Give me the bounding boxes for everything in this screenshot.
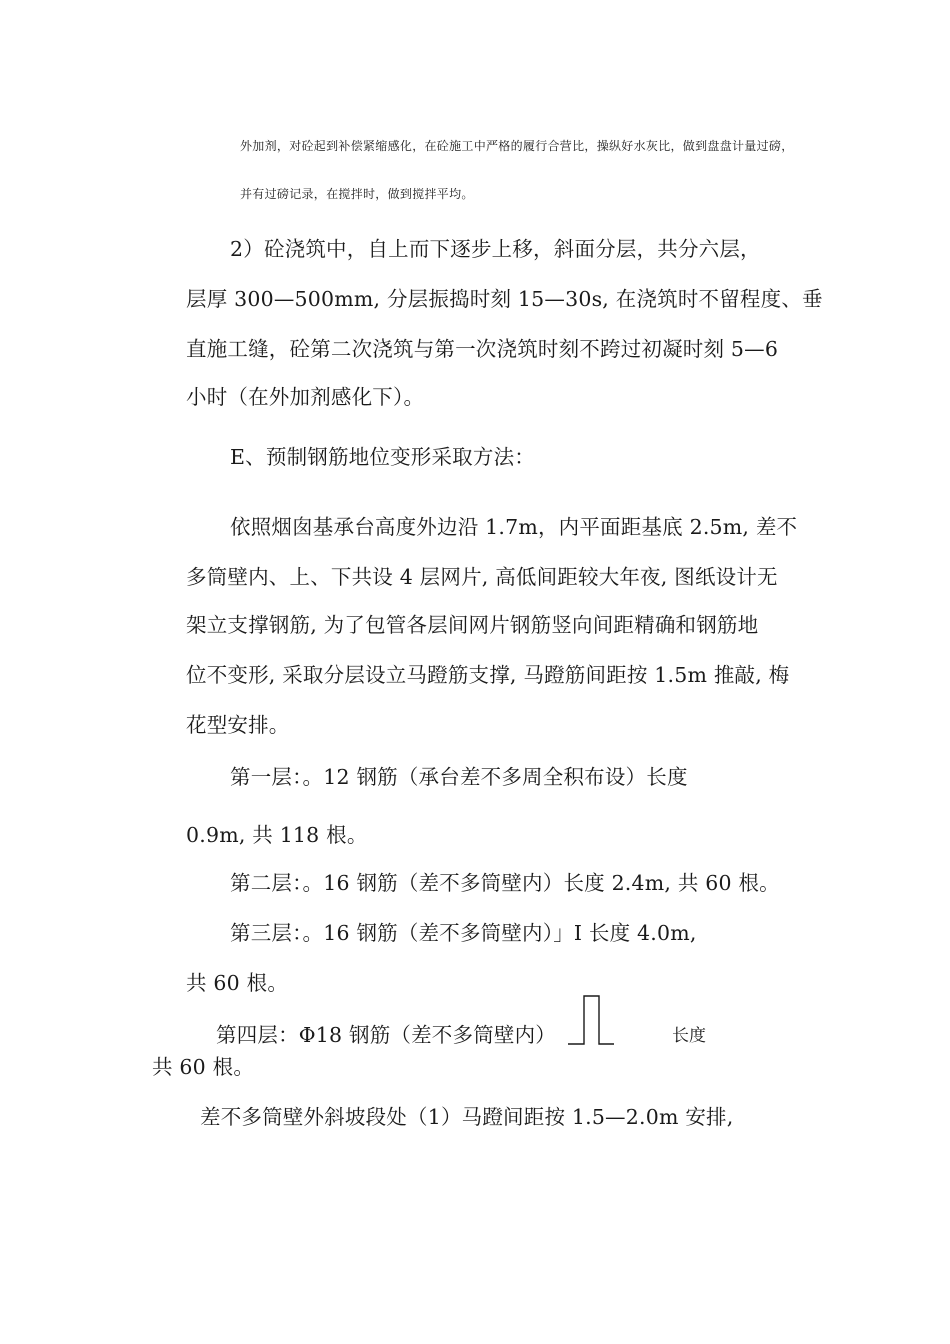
heading-e: E、预制钢筋地位变形采取方法： [230, 445, 535, 469]
para-2-line-2: 层厚 300—500mm, 分层振捣时刻 15—30s, 在浇筑时不留程度、垂 [186, 287, 823, 311]
layer-2-line: 第二层：。16 钢筋（差不多筒壁内）长度 2.4m, 共 60 根。 [230, 871, 780, 895]
para-e-line-5: 花型安排。 [186, 713, 290, 737]
layer-1-line-2: 0.9m, 共 118 根。 [186, 823, 368, 847]
para-e-line-2: 多筒壁内、上、下共设 4 层网片, 高低间距较大年夜, 图纸设计无 [186, 565, 778, 589]
layer-3-line-1: 第三层：。16 钢筋（差不多筒壁内）」I 长度 4.0m, [230, 921, 697, 945]
layer-1-line-1: 第一层：。12 钢筋（承台差不多周全积布设）长度 [230, 765, 688, 789]
para-e-line-1: 依照烟囱基承台高度外边沿 1.7m，内平面距基底 2.5m, 差不 [230, 515, 798, 539]
para-2-line-3: 直施工缝，砼第二次浇筑与第一次浇筑时刻不跨过初凝时刻 5—6 [186, 337, 779, 361]
para-2-line-1: 2）砼浇筑中，自上而下逐步上移，斜面分层，共分六层， [230, 237, 761, 261]
para-e-line-4: 位不变形, 采取分层设立马蹬筋支撑, 马蹬筋间距按 1.5m 推敲, 梅 [186, 663, 790, 687]
last-line: 差不多筒壁外斜坡段处（1）马蹬间距按 1.5—2.0m 安排, [200, 1105, 734, 1129]
layer-3-line-2: 共 60 根。 [186, 971, 289, 995]
layer-4-length-label: 长度 [672, 1026, 706, 1046]
layer-4-count: 共 60 根。 [152, 1055, 255, 1079]
small-line-1: 外加剂，对砼起到补偿紧缩感化，在砼施工中严格的履行合营比，操纵好水灰比，做到盘盘计量过磅， [240, 139, 794, 153]
rebar-stirrup-icon [566, 992, 618, 1048]
para-e-line-3: 架立支撑钢筋, 为了包管各层间网片钢筋竖向间距精确和钢筋地 [186, 613, 759, 637]
layer-4-line: 第四层：Φ18 钢筋（差不多筒壁内） [216, 1023, 557, 1047]
para-2-line-4: 小时（在外加剂感化下）。 [186, 385, 425, 409]
small-line-2: 并有过磅记录，在搅拌时，做到搅拌平均。 [240, 187, 474, 201]
